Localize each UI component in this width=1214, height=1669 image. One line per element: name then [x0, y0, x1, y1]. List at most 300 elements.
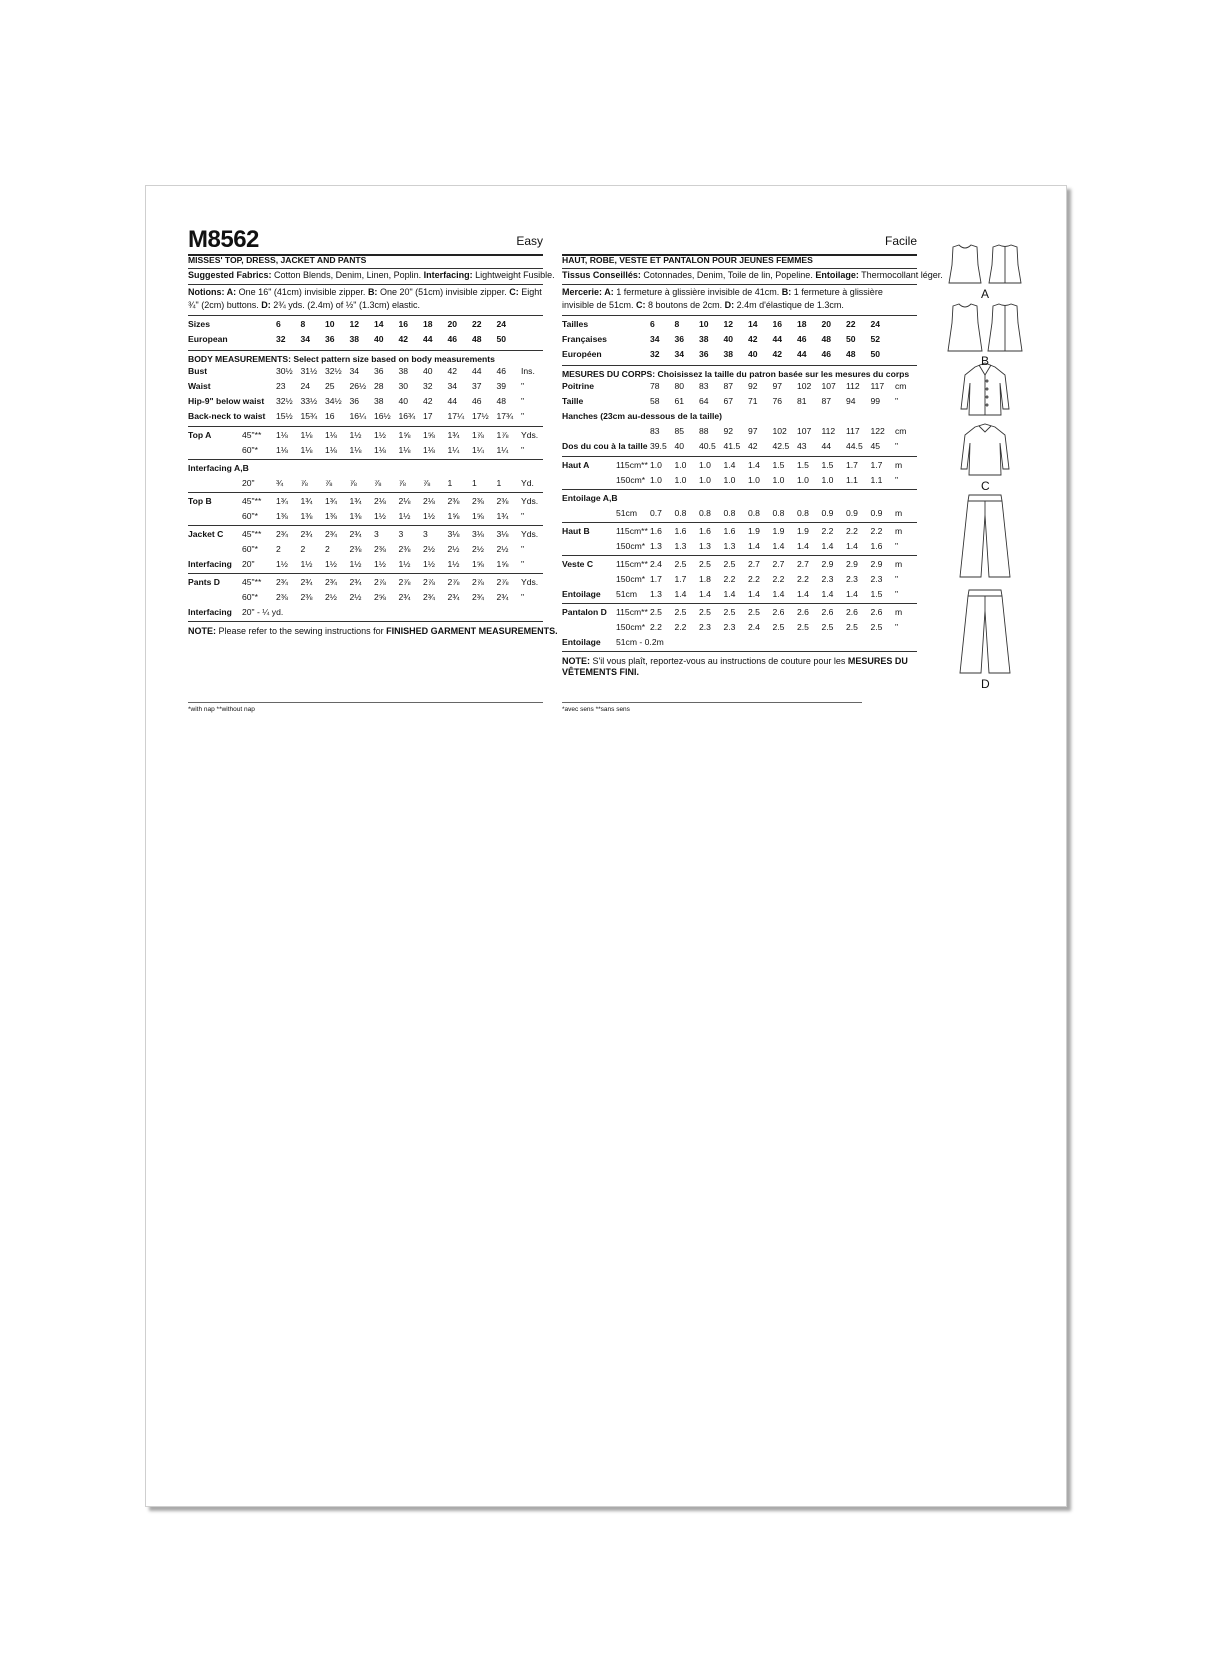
footnote-divider [188, 702, 543, 703]
fabric-width: 115cm** [616, 559, 648, 569]
table-cell: 1.0 [674, 475, 687, 485]
view-a-label: A: [602, 287, 614, 297]
table-cell: 42 [748, 334, 758, 344]
divider [562, 315, 917, 316]
table-cell: 52 [870, 334, 881, 344]
dress-b-front-sketch [948, 304, 982, 351]
table-cell: 1⅜ [349, 511, 362, 521]
table-cell: 6 [276, 319, 281, 329]
row-label: Taille [562, 396, 584, 406]
table-cell: 102 [797, 381, 812, 391]
note-emphasis: FINISHED GARMENT MEASUREMENTS. [386, 626, 558, 636]
fabric-width: 60"* [242, 511, 258, 521]
note-text [562, 656, 917, 678]
table-cell: ⅞ [349, 478, 357, 488]
table-cell: 1⅝ [423, 430, 435, 440]
table-cell: 1.6 [699, 526, 711, 536]
view-d-letter: D [981, 677, 990, 691]
table-cell: 2½ [349, 592, 362, 602]
table-cell: 1¼ [472, 445, 484, 455]
table-cell: 2 [325, 544, 330, 554]
table-cell: 2⅜ [447, 496, 460, 506]
table-cell: 23 [276, 381, 286, 391]
divider [562, 365, 917, 366]
table-cell: 2.7 [748, 559, 760, 569]
table-row [188, 575, 541, 590]
table-cell: 44 [423, 334, 433, 344]
fabric-width: 20" [242, 559, 255, 569]
table-cell: 112 [821, 426, 836, 436]
footnote-divider [562, 702, 862, 703]
table-cell: 2⅝ [374, 592, 386, 602]
table-cell: 1⅛ [325, 445, 337, 455]
row-label: Bust [188, 366, 208, 376]
table-cell: 3⅛ [447, 529, 460, 539]
table-cell: 38 [374, 396, 384, 406]
interfacing-text: Lightweight Fusible. [472, 270, 555, 280]
table-row [188, 557, 541, 572]
table-row [188, 509, 541, 524]
table-cell: 34 [349, 366, 360, 376]
divider [188, 426, 543, 427]
table-cell: 37 [472, 381, 482, 391]
table-cell: 1½ [374, 559, 386, 569]
table-cell: 1½ [276, 559, 288, 569]
table-cell: 1⅝ [447, 511, 460, 521]
table-row [188, 494, 541, 509]
table-cell: 2¾ [325, 577, 337, 587]
table-cell: 12 [723, 319, 734, 329]
table-row [188, 461, 541, 476]
notion-b: 1 fermeture à glissière invisible de 51cm. [562, 287, 883, 310]
table-cell: 1.9 [772, 526, 785, 536]
table-cell: 17¼ [447, 411, 465, 421]
table-cell: 1.6 [870, 541, 883, 551]
table-cell: 1½ [300, 559, 313, 569]
fabric-width: 20" [242, 478, 255, 488]
table-cell: 2.5 [674, 607, 687, 617]
yardage-table [188, 428, 541, 458]
table-cell: 76 [772, 396, 783, 406]
table-cell: 34 [447, 381, 458, 391]
table-cell: 1¾ [325, 496, 337, 506]
table-cell: 1½ [325, 559, 337, 569]
table-cell: 1⅞ [496, 430, 509, 440]
table-cell: 12 [349, 319, 360, 329]
table-cell: 1¾ [300, 496, 313, 506]
table-cell: 2¾ [276, 577, 288, 587]
fabric-width: 115cm** [616, 526, 648, 536]
footnote-fr: *avec sens **sans sens [562, 706, 630, 713]
unit-cell: m [895, 526, 903, 536]
unit-cell: " [521, 381, 525, 391]
table-cell: 39 [496, 381, 507, 391]
table-cell: 1.9 [797, 526, 809, 536]
table-cell: 1⅝ [472, 559, 484, 569]
table-cell: 2.3 [821, 574, 834, 584]
table-cell: 0.9 [846, 508, 858, 518]
table-cell: 48 [846, 349, 856, 359]
table-cell: 40 [423, 366, 433, 376]
table-cell: 34 [300, 334, 311, 344]
unit-cell: m [895, 559, 903, 569]
table-cell: 2½ [496, 544, 509, 554]
divider [562, 603, 917, 604]
unit-cell: " [895, 574, 899, 584]
table-cell: 1.4 [699, 589, 711, 599]
row-label: Européen [562, 349, 602, 359]
row-label: Tailles [562, 319, 589, 329]
note-text [188, 626, 558, 637]
table-cell: 1⅛ [374, 445, 386, 455]
table-cell: 22 [472, 319, 482, 329]
table-cell: 1⅛ [300, 430, 313, 440]
table-row [188, 394, 541, 409]
table-cell: 2⅞ [374, 577, 386, 587]
table-cell: 2.2 [870, 526, 883, 536]
table-row [188, 605, 541, 620]
table-cell: 1.6 [723, 526, 736, 536]
table-cell: 34 [650, 334, 660, 344]
table-cell: 2.3 [870, 574, 883, 584]
table-cell: 40 [674, 441, 685, 451]
table-cell: 16 [325, 411, 335, 421]
yardage-table [562, 458, 915, 488]
table-cell: 30½ [276, 366, 293, 376]
table-cell: 1⅝ [398, 430, 411, 440]
table-cell: 2⅜ [472, 496, 484, 506]
table-cell: 42.5 [772, 441, 790, 451]
fabrics-line [188, 270, 555, 281]
table-cell: 2.6 [846, 607, 858, 617]
table-cell: 2.5 [772, 622, 785, 632]
table-cell: 1.3 [650, 541, 662, 551]
table-cell: 2.5 [846, 622, 858, 632]
table-row [562, 317, 895, 332]
table-cell: 1⅛ [423, 445, 435, 455]
table-cell: 10 [325, 319, 335, 329]
unit-cell: " [895, 541, 899, 551]
table-cell: 97 [772, 381, 783, 391]
table-cell: 2.3 [723, 622, 736, 632]
table-cell: 1⅜ [300, 511, 313, 521]
table-cell: 26½ [349, 381, 367, 391]
table-cell: 2¾ [398, 592, 411, 602]
table-cell: 1.3 [650, 589, 662, 599]
table-cell: 2 [276, 544, 281, 554]
table-cell: 3 [423, 529, 428, 539]
table-cell: 1.7 [870, 460, 883, 470]
table-cell: 30 [398, 381, 409, 391]
table-cell: 2.2 [772, 574, 785, 584]
table-cell: 46 [821, 349, 832, 359]
divider [188, 573, 543, 574]
view-a-label: A: [224, 287, 237, 297]
table-cell: 2½ [447, 544, 460, 554]
table-row [562, 557, 915, 572]
unit-cell: cm [895, 381, 907, 391]
table-cell: 1.0 [748, 475, 760, 485]
row-label [188, 590, 242, 605]
table-cell: 2⅜ [374, 544, 386, 554]
table-cell: 107 [821, 381, 836, 391]
table-cell: 16¾ [398, 411, 416, 421]
table-cell: 1.0 [699, 460, 711, 470]
table-cell: 42 [398, 334, 409, 344]
table-row [188, 443, 541, 458]
table-cell: 36 [374, 366, 384, 376]
unit-cell: Yd. [521, 478, 534, 488]
table-cell: 2⅞ [472, 577, 484, 587]
table-cell: 40 [374, 334, 384, 344]
table-cell: 1⅛ [325, 430, 337, 440]
unit-cell: Yds. [521, 496, 539, 506]
table-cell: 20 [447, 319, 458, 329]
table-cell: 2½ [423, 544, 435, 554]
table-cell: 2.2 [650, 622, 662, 632]
table-cell: 117 [870, 381, 885, 391]
table-cell: 1½ [398, 511, 411, 521]
table-cell: 1.7 [674, 574, 687, 584]
table-cell: 2.6 [797, 607, 809, 617]
table-cell: 1.5 [821, 460, 834, 470]
table-cell: 38 [723, 349, 734, 359]
table-cell: 1¾ [496, 511, 509, 521]
table-row [562, 394, 915, 409]
table-cell: 122 [870, 426, 885, 436]
table-row [562, 539, 915, 554]
table-cell: 2½ [472, 544, 484, 554]
table-cell: 2.4 [748, 622, 760, 632]
unit-cell: " [521, 411, 525, 421]
pants-d-back-sketch [960, 590, 1010, 673]
table-cell: ⅞ [374, 478, 382, 488]
table-cell: 50 [496, 334, 507, 344]
table-cell: 22 [846, 319, 856, 329]
table-cell: ⅞ [398, 478, 406, 488]
table-cell: 1.4 [797, 589, 809, 599]
table-cell: 1.5 [797, 460, 809, 470]
table-cell: 83 [699, 381, 709, 391]
table-cell: 2.3 [699, 622, 711, 632]
table-cell: 2⅞ [423, 577, 435, 587]
table-cell: 2.9 [846, 559, 858, 569]
fabric-width: 51cm - 0.2m [616, 637, 664, 647]
row-label: Haut B [562, 526, 590, 536]
fabrics-line [562, 270, 943, 281]
pattern-number: M8562 [188, 226, 259, 253]
table-cell: 2¾ [447, 592, 460, 602]
table-cell: 40 [748, 349, 758, 359]
notions-label: Notions: [188, 287, 225, 297]
yardage-table [188, 461, 541, 491]
table-cell: 1.0 [723, 475, 736, 485]
view-a-letter: A [981, 287, 990, 301]
view-c-label: C: [636, 300, 646, 310]
table-cell: 34½ [325, 396, 342, 406]
table-row [188, 590, 541, 605]
table-row [188, 476, 541, 491]
table-cell: 15½ [276, 411, 293, 421]
table-cell: 2.2 [846, 526, 858, 536]
table-cell: 2.7 [772, 559, 785, 569]
note-emphasis: MESURES DU VÊTEMENTS FINI. [562, 656, 908, 677]
table-row [562, 620, 915, 635]
table-cell: 2.5 [723, 559, 736, 569]
table-cell: 1.4 [772, 589, 785, 599]
table-cell: 83 [650, 426, 660, 436]
table-cell: 0.8 [772, 508, 785, 518]
fabrics-label: Tissus Conseillés: [562, 270, 641, 280]
table-cell: 2.6 [821, 607, 834, 617]
notion-d: 2¾ yds. (2.4m) of ½" (1.3cm) elastic. [270, 300, 420, 310]
table-cell: 1.9 [748, 526, 760, 536]
unit-cell: " [895, 441, 899, 451]
table-row [562, 473, 915, 488]
body-measurements-heading: BODY MEASUREMENTS: Select pattern size based on body measurements [188, 354, 495, 364]
table-cell: 18 [423, 319, 433, 329]
table-cell: 1¾ [349, 496, 362, 506]
table-row [562, 379, 915, 394]
view-c-letter: C [981, 479, 990, 493]
table-cell: 1.3 [723, 541, 736, 551]
fabric-width: 115cm** [616, 607, 648, 617]
table-cell: 0.8 [797, 508, 809, 518]
unit-cell: " [895, 396, 899, 406]
table-cell: 8 [674, 319, 680, 329]
table-cell: 38 [699, 334, 709, 344]
row-label: Pantalon D [562, 607, 607, 617]
table-cell: 50 [870, 349, 881, 359]
table-cell: 2¾ [325, 529, 337, 539]
unit-cell: " [521, 511, 525, 521]
table-cell: 1.0 [699, 475, 711, 485]
notion-d: 2.4m d'élastique de 1.3cm. [734, 300, 844, 310]
table-row [562, 458, 915, 473]
row-label [562, 572, 616, 587]
table-cell: 2¾ [472, 592, 484, 602]
table-cell: 2.9 [821, 559, 834, 569]
table-cell: 3⅛ [472, 529, 484, 539]
garment-sketches [945, 243, 1035, 683]
jacket-c-back-sketch [961, 424, 1009, 475]
notion-a: One 16" (41cm) invisible zipper. [236, 287, 368, 297]
table-cell: 2⅛ [423, 496, 435, 506]
table-cell: 1.4 [723, 460, 736, 470]
table-cell: 31½ [300, 366, 318, 376]
table-cell: 112 [846, 381, 860, 391]
unit-cell: " [521, 559, 525, 569]
table-cell: 28 [374, 381, 384, 391]
note-body: S'il vous plaît, reportez-vous au instructions de couture pour les [590, 656, 848, 666]
table-row [562, 491, 915, 506]
view-d-label: D: [724, 300, 735, 310]
table-row [562, 332, 895, 347]
table-cell: 2 [300, 544, 306, 554]
table-cell: 2¾ [349, 577, 362, 587]
table-cell: 2.3 [846, 574, 858, 584]
unit-cell: " [521, 544, 525, 554]
table-cell: 44 [472, 366, 482, 376]
table-cell: 3⅛ [496, 529, 509, 539]
notions-text [562, 286, 917, 312]
sizes-table [562, 317, 895, 362]
table-cell: 32½ [325, 366, 342, 376]
table-cell: 24 [870, 319, 881, 329]
table-cell: 2.5 [699, 607, 711, 617]
table-cell: 0.8 [723, 508, 736, 518]
table-cell: 1.7 [650, 574, 662, 584]
interfacing-text: Thermocollant léger. [858, 270, 943, 280]
table-cell: 2.5 [650, 607, 662, 617]
difficulty-label: Easy [516, 234, 543, 248]
table-cell: 2¾ [300, 577, 313, 587]
row-label [562, 620, 616, 635]
table-row [188, 332, 521, 347]
row-label: Interfacing A,B [188, 463, 249, 473]
table-cell: 1⅛ [276, 430, 288, 440]
table-cell: 3 [398, 529, 404, 539]
table-cell: 1 [447, 478, 453, 488]
table-cell: 40.5 [699, 441, 716, 451]
unit-cell: " [521, 396, 525, 406]
fabric-width: 51cm [616, 589, 638, 599]
dress-b-back-sketch [988, 304, 1022, 351]
table-cell: 1.4 [846, 541, 858, 551]
table-cell: 2.5 [723, 607, 736, 617]
table-cell: 18 [797, 319, 807, 329]
unit-cell: " [521, 445, 525, 455]
table-cell: 1½ [423, 511, 435, 521]
notion-c: 8 boutons de 2cm. [645, 300, 725, 310]
difficulty-label: Facile [884, 234, 917, 248]
table-row [562, 524, 915, 539]
jacket-c-front-sketch [961, 363, 1009, 415]
table-cell: 94 [846, 396, 856, 406]
table-row [562, 506, 915, 521]
table-cell: 67 [723, 396, 734, 406]
table-cell: 50 [846, 334, 856, 344]
table-cell: 17 [423, 411, 433, 421]
table-cell: 32 [276, 334, 286, 344]
notions-text [188, 286, 543, 312]
table-cell: 44 [447, 396, 458, 406]
fabrics-label: Suggested Fabrics: [188, 270, 272, 280]
table-row [188, 542, 541, 557]
table-cell: 1⅜ [325, 511, 337, 521]
pattern-title: HAUT, ROBE, VESTE ET PANTALON POUR JEUNES FEMMES [562, 255, 813, 265]
table-cell: 1.6 [674, 526, 687, 536]
table-cell: 2¾ [349, 529, 362, 539]
table-cell: 1.0 [797, 475, 809, 485]
fabrics-text: Cotonnades, Denim, Toile de lin, Popeline. [640, 270, 816, 280]
divider [562, 555, 917, 556]
table-cell: 36 [674, 334, 685, 344]
table-row [562, 424, 915, 439]
row-label: Entoilage A,B [562, 493, 618, 503]
table-cell: 44 [797, 349, 807, 359]
table-cell: 0.8 [674, 508, 687, 518]
table-cell: 1¾ [276, 496, 288, 506]
table-cell: 1 [472, 478, 477, 488]
table-cell: 1.6 [650, 526, 662, 536]
top-a-front-sketch [949, 245, 981, 283]
fabric-width: 60"* [242, 544, 258, 554]
table-cell: 46 [496, 366, 507, 376]
table-cell: 81 [797, 396, 807, 406]
table-cell: 2.5 [821, 622, 834, 632]
row-label: Hanches (23cm au-dessous de la taille) [562, 411, 722, 421]
